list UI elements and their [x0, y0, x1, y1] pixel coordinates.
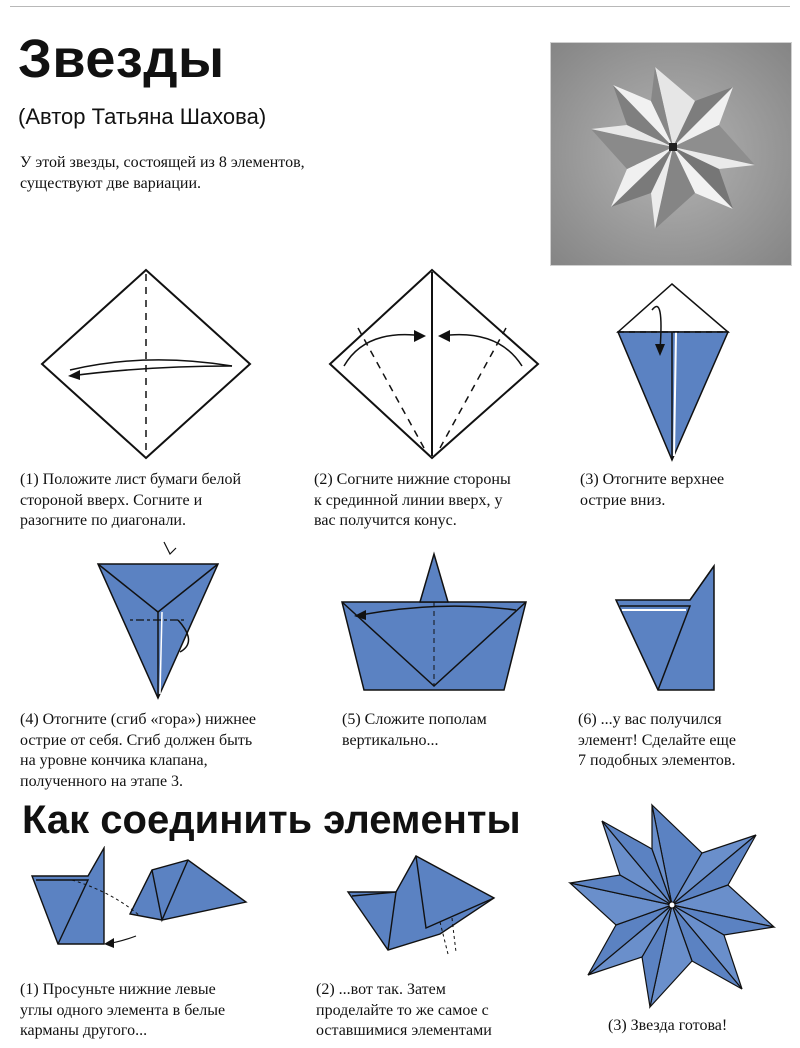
caption-line: разогните по диагонали.	[20, 512, 186, 529]
finished-star-icon	[562, 796, 782, 1014]
author-line: (Автор Татьяна Шахова)	[18, 104, 267, 129]
mountain-fold-tip-icon	[90, 538, 230, 704]
caption-line: 7 подобных элементов.	[578, 752, 736, 769]
step-1-diagram	[36, 266, 268, 462]
caption-line: (3) Отогните верхнее	[580, 471, 725, 488]
intro-text	[20, 152, 400, 194]
page-title: Звезды	[18, 29, 225, 89]
caption-line: острие от себя. Сгиб должен быть	[20, 731, 253, 749]
origami-star-photo-icon	[551, 43, 791, 265]
step-4-diagram	[90, 538, 230, 704]
caption-line: углы одного элемента в белые	[20, 1001, 226, 1019]
fold-sides-to-center-icon	[326, 266, 558, 462]
caption-line: полученного на этапе 3.	[20, 772, 184, 790]
step-4-caption	[20, 710, 310, 792]
caption-line: карманы другого...	[20, 1022, 148, 1039]
square-diagonal-fold-icon	[36, 266, 268, 462]
assembly-step-1-caption	[20, 980, 310, 1042]
step-3-caption	[580, 470, 780, 511]
caption-line: (2) Согните нижние стороны	[314, 471, 511, 488]
fold-in-half-vertical-icon	[336, 550, 536, 696]
cone-fold-tip-down-icon	[612, 280, 752, 466]
insert-corners-icon	[28, 846, 258, 962]
caption-line: проделайте то же самое с	[316, 1001, 489, 1019]
assembly-step-3-diagram	[562, 796, 782, 1014]
caption-line: к срединной линии вверх, у	[314, 491, 503, 509]
caption-line: (2) ...вот так. Затем	[316, 981, 446, 998]
assembly-heading: Как соединить элементы	[22, 798, 521, 842]
intro-line: У этой звезды, состоящей из 8 элементов,	[20, 154, 305, 171]
step-2-diagram	[326, 266, 558, 462]
assembly-step-2-diagram	[344, 852, 514, 968]
caption-line: (6) ...у вас получился	[578, 711, 722, 728]
step-2-caption	[314, 470, 554, 532]
caption-line: (3) Звезда готова!	[608, 1017, 728, 1034]
caption-line: на уровне кончика клапана,	[20, 752, 208, 769]
step-5-caption	[342, 710, 562, 751]
caption-line: (4) Отогните (сгиб «гора») нижнее	[20, 711, 257, 728]
finished-star-photo	[550, 42, 792, 266]
caption-line: вертикально...	[342, 731, 439, 749]
caption-line: элемент! Сделайте еще	[578, 731, 736, 749]
assembly-step-3-caption	[608, 1016, 788, 1037]
assembly-step-2-caption	[316, 980, 556, 1042]
step-6-caption	[578, 710, 788, 772]
step-1-caption	[20, 470, 300, 532]
step-5-diagram	[336, 550, 536, 696]
caption-line: (1) Просуньте нижние левые	[20, 981, 216, 998]
assembly-step-1-diagram	[28, 846, 258, 962]
caption-line: (1) Положите лист бумаги белой	[20, 471, 242, 488]
top-rule	[10, 6, 790, 7]
caption-line: оставшимися элементами	[316, 1022, 492, 1039]
step-6-diagram	[610, 562, 730, 696]
finished-element-icon	[610, 562, 730, 696]
caption-line: острие вниз.	[580, 491, 666, 509]
intro-line: существуют две вариации.	[20, 175, 202, 192]
caption-line: (5) Сложите пополам	[342, 711, 487, 728]
caption-line: стороной вверх. Согните и	[20, 491, 203, 509]
inserted-elements-icon	[344, 852, 514, 968]
caption-line: вас получится конус.	[314, 512, 457, 529]
step-3-diagram	[612, 280, 752, 466]
